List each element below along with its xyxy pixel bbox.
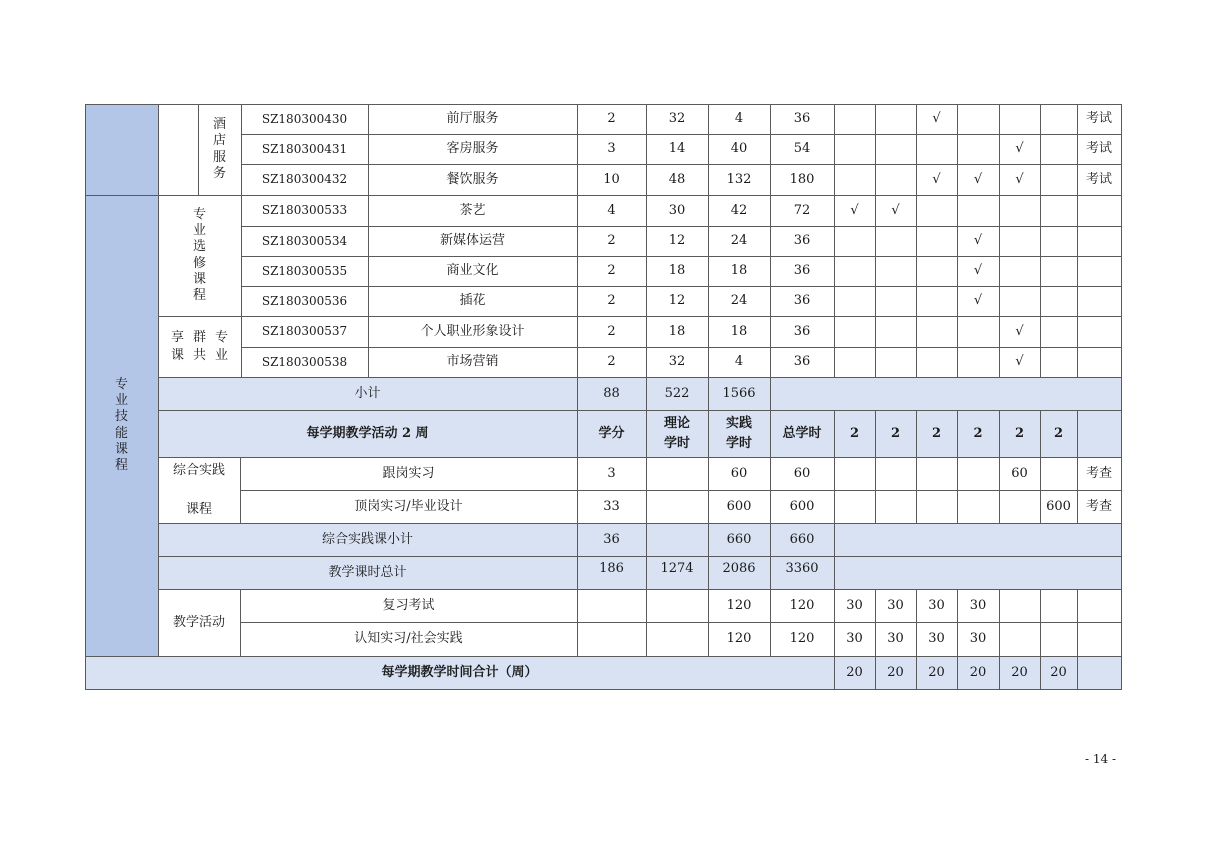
term-1-mark — [834, 286, 876, 317]
course-theory-hours: 48 — [646, 164, 709, 196]
activity-credit — [577, 622, 647, 657]
header-blank — [1077, 410, 1122, 458]
teaching-total-blank — [834, 556, 1122, 590]
course-theory-hours: 30 — [646, 195, 709, 227]
course-practice-hours: 132 — [708, 164, 771, 196]
practice-course-total: 60 — [770, 457, 835, 491]
weekly-term-2: 20 — [875, 656, 917, 690]
shared-course-char: 专 — [214, 329, 228, 345]
term-6-mark — [1040, 195, 1078, 227]
course-total-hours: 36 — [770, 256, 835, 287]
shared-course-text — [171, 330, 229, 363]
elective-label — [158, 195, 242, 317]
vertical-label: 专业选修课程 — [192, 206, 206, 303]
weekly-total-label: 每学期教学时间合计（周） — [85, 656, 835, 690]
term-3-mark — [916, 286, 958, 317]
header-term-3-weeks: 2 — [916, 410, 958, 458]
term-2-mark — [875, 134, 917, 165]
term-6-mark — [1040, 164, 1078, 196]
course-practice-hours: 4 — [708, 104, 771, 135]
practice-subtotal-credit: 36 — [577, 523, 647, 557]
practice-term-3 — [916, 457, 958, 491]
term-4-mark: √ — [957, 256, 1000, 287]
term-1-mark: √ — [834, 195, 876, 227]
term-3-mark — [916, 256, 958, 287]
term-1-mark — [834, 104, 876, 135]
course-name: 客房服务 — [368, 134, 578, 165]
assessment-type: 考试 — [1077, 164, 1122, 196]
term-2-mark — [875, 316, 917, 348]
activity-blank — [1077, 589, 1122, 623]
practice-course-credit: 3 — [577, 457, 647, 491]
course-total-hours: 36 — [770, 104, 835, 135]
course-credit: 2 — [577, 347, 647, 378]
term-1-mark — [834, 164, 876, 196]
term-3-mark: √ — [916, 164, 958, 196]
course-practice-hours: 40 — [708, 134, 771, 165]
weekly-term-3: 20 — [916, 656, 958, 690]
course-credit: 2 — [577, 286, 647, 317]
term-1-mark — [834, 134, 876, 165]
term-3-mark — [916, 134, 958, 165]
term-3-mark — [916, 226, 958, 257]
course-code: SZ180300431 — [241, 134, 369, 165]
term-5-mark — [999, 286, 1041, 317]
activity-term-2: 30 — [875, 622, 917, 657]
vertical-label: 专业技能课程 — [114, 376, 128, 473]
practice-course-group: 综合实践 课程 — [158, 457, 241, 524]
course-name: 前厅服务 — [368, 104, 578, 135]
course-theory-hours: 32 — [646, 104, 709, 135]
course-name: 餐饮服务 — [368, 164, 578, 196]
activity-term-6 — [1040, 589, 1078, 623]
course-code: SZ180300432 — [241, 164, 369, 196]
weekly-term-1: 20 — [834, 656, 876, 690]
term-6-mark — [1040, 104, 1078, 135]
practice-subtotal-theory — [646, 523, 709, 557]
activity-term-1: 30 — [834, 622, 876, 657]
course-code: SZ180300534 — [241, 226, 369, 257]
course-theory-hours: 12 — [646, 286, 709, 317]
course-code: SZ180300535 — [241, 256, 369, 287]
term-4-mark — [957, 195, 1000, 227]
term-2-mark — [875, 256, 917, 287]
activity-practice: 120 — [708, 589, 771, 623]
header-term-6-weeks: 2 — [1040, 410, 1078, 458]
term-4-mark — [957, 104, 1000, 135]
course-credit: 10 — [577, 164, 647, 196]
page-number: - 14 - — [1085, 752, 1117, 766]
practice-subtotal-blank — [834, 523, 1122, 557]
assessment-type — [1077, 347, 1122, 378]
practice-term-6 — [1040, 457, 1078, 491]
shared-course-char: 享 — [170, 329, 184, 345]
header-practice: 实践 学时 — [708, 410, 771, 458]
practice-term-5 — [999, 490, 1041, 524]
shared-course-char: 课 — [170, 347, 184, 363]
term-3-mark — [916, 347, 958, 378]
header-term-2-weeks: 2 — [875, 410, 917, 458]
term-1-mark — [834, 256, 876, 287]
blank-cell — [158, 104, 199, 196]
course-code: SZ180300536 — [241, 286, 369, 317]
term-2-mark — [875, 286, 917, 317]
assessment-type — [1077, 195, 1122, 227]
course-theory-hours: 18 — [646, 256, 709, 287]
term-6-mark — [1040, 134, 1078, 165]
term-5-mark — [999, 226, 1041, 257]
term-5-mark: √ — [999, 316, 1041, 348]
activity-term-2: 30 — [875, 589, 917, 623]
header-term-5-weeks: 2 — [999, 410, 1041, 458]
teaching-total-practice: 2086 — [708, 556, 771, 590]
term-5-mark — [999, 256, 1041, 287]
activity-theory — [646, 589, 709, 623]
practice-subtotal-total: 660 — [770, 523, 835, 557]
activity-term-5 — [999, 589, 1041, 623]
practice-term-1 — [834, 457, 876, 491]
teaching-total-hours: 3360 — [770, 556, 835, 590]
teaching-total-credit: 186 — [577, 556, 647, 590]
practice-course-total: 600 — [770, 490, 835, 524]
activity-blank — [1077, 622, 1122, 657]
course-credit: 4 — [577, 195, 647, 227]
activity-term-1: 30 — [834, 589, 876, 623]
activity-term-3: 30 — [916, 622, 958, 657]
assessment-type: 考试 — [1077, 104, 1122, 135]
activity-term-6 — [1040, 622, 1078, 657]
practice-subtotal-label: 综合实践课小计 — [158, 523, 578, 557]
activity-practice: 120 — [708, 622, 771, 657]
shared-course-label — [158, 316, 242, 378]
term-6-mark — [1040, 316, 1078, 348]
assessment-type — [1077, 226, 1122, 257]
term-5-mark — [999, 195, 1041, 227]
practice-course-theory — [646, 490, 709, 524]
course-total-hours: 36 — [770, 316, 835, 348]
practice-term-6: 600 — [1040, 490, 1078, 524]
activity-term-3: 30 — [916, 589, 958, 623]
header-total: 总学时 — [770, 410, 835, 458]
term-2-mark — [875, 164, 917, 196]
course-name: 新媒体运营 — [368, 226, 578, 257]
term-2-mark: √ — [875, 195, 917, 227]
activity-name: 复习考试 — [240, 589, 578, 623]
activities-group: 教学活动 — [158, 589, 241, 657]
header-credit: 学分 — [577, 410, 647, 458]
practice-term-2 — [875, 457, 917, 491]
subtotal-theory: 522 — [646, 377, 709, 411]
term-4-mark — [957, 134, 1000, 165]
practice-assessment: 考查 — [1077, 490, 1122, 524]
practice-assessment: 考查 — [1077, 457, 1122, 491]
practice-course-name: 顶岗实习/毕业设计 — [240, 490, 578, 524]
practice-course-name: 跟岗实习 — [240, 457, 578, 491]
course-code: SZ180300533 — [241, 195, 369, 227]
subtotal-blank — [770, 377, 1122, 411]
course-code: SZ180300537 — [241, 316, 369, 348]
activity-credit — [577, 589, 647, 623]
course-credit: 3 — [577, 134, 647, 165]
practice-term-3 — [916, 490, 958, 524]
curriculum-table — [85, 104, 1121, 689]
course-practice-hours: 42 — [708, 195, 771, 227]
term-6-mark — [1040, 226, 1078, 257]
practice-course-practice: 60 — [708, 457, 771, 491]
header-term-4-weeks: 2 — [957, 410, 1000, 458]
course-name: 茶艺 — [368, 195, 578, 227]
practice-term-1 — [834, 490, 876, 524]
term-1-mark — [834, 316, 876, 348]
term-4-mark — [957, 316, 1000, 348]
header-theory: 理论 学时 — [646, 410, 709, 458]
term-5-mark: √ — [999, 347, 1041, 378]
practice-course-theory — [646, 457, 709, 491]
activity-term-5 — [999, 622, 1041, 657]
term-1-mark — [834, 226, 876, 257]
activity-term-4: 30 — [957, 589, 1000, 623]
assessment-type — [1077, 256, 1122, 287]
term-4-mark — [957, 347, 1000, 378]
course-credit: 2 — [577, 104, 647, 135]
practice-subtotal-practice: 660 — [708, 523, 771, 557]
term-5-mark: √ — [999, 134, 1041, 165]
course-total-hours: 36 — [770, 286, 835, 317]
category-cell-top — [85, 104, 159, 196]
practice-course-credit: 33 — [577, 490, 647, 524]
course-theory-hours: 12 — [646, 226, 709, 257]
term-3-mark — [916, 195, 958, 227]
subtotal-practice: 1566 — [708, 377, 771, 411]
term-2-mark — [875, 226, 917, 257]
course-name: 商业文化 — [368, 256, 578, 287]
term-2-mark — [875, 104, 917, 135]
course-total-hours: 72 — [770, 195, 835, 227]
course-credit: 2 — [577, 226, 647, 257]
assessment-type: 考试 — [1077, 134, 1122, 165]
assessment-type — [1077, 316, 1122, 348]
term-3-mark: √ — [916, 104, 958, 135]
course-theory-hours: 18 — [646, 316, 709, 348]
activity-header-label: 每学期教学活动 2 周 — [158, 410, 578, 458]
shared-course-char: 业 — [214, 347, 228, 363]
term-3-mark — [916, 316, 958, 348]
practice-term-4 — [957, 490, 1000, 524]
term-6-mark — [1040, 286, 1078, 317]
course-practice-hours: 18 — [708, 256, 771, 287]
practice-term-2 — [875, 490, 917, 524]
course-credit: 2 — [577, 316, 647, 348]
course-name: 个人职业形象设计 — [368, 316, 578, 348]
course-total-hours: 54 — [770, 134, 835, 165]
activity-total: 120 — [770, 589, 835, 623]
course-practice-hours: 24 — [708, 286, 771, 317]
shared-course-char: 群 — [192, 329, 206, 345]
course-credit: 2 — [577, 256, 647, 287]
course-theory-hours: 32 — [646, 347, 709, 378]
weekly-total-blank — [1077, 656, 1122, 690]
course-name: 插花 — [368, 286, 578, 317]
course-total-hours: 36 — [770, 226, 835, 257]
practice-course-practice: 600 — [708, 490, 771, 524]
term-2-mark — [875, 347, 917, 378]
practice-term-4 — [957, 457, 1000, 491]
course-code: SZ180300430 — [241, 104, 369, 135]
course-total-hours: 180 — [770, 164, 835, 196]
term-1-mark — [834, 347, 876, 378]
header-term-1-weeks: 2 — [834, 410, 876, 458]
weekly-term-5: 20 — [999, 656, 1041, 690]
teaching-total-label: 教学课时总计 — [158, 556, 578, 590]
assessment-type — [1077, 286, 1122, 317]
course-practice-hours: 4 — [708, 347, 771, 378]
activity-theory — [646, 622, 709, 657]
term-5-mark: √ — [999, 164, 1041, 196]
term-4-mark: √ — [957, 226, 1000, 257]
category-cell-main — [85, 195, 159, 657]
subtotal-label: 小计 — [158, 377, 578, 411]
practice-term-5: 60 — [999, 457, 1041, 491]
teaching-total-theory: 1274 — [646, 556, 709, 590]
vertical-label: 酒店服务 — [212, 117, 226, 181]
term-6-mark — [1040, 256, 1078, 287]
activity-total: 120 — [770, 622, 835, 657]
course-practice-hours: 24 — [708, 226, 771, 257]
activity-name: 认知实习/社会实践 — [240, 622, 578, 657]
term-4-mark: √ — [957, 286, 1000, 317]
course-name: 市场营销 — [368, 347, 578, 378]
weekly-term-6: 20 — [1040, 656, 1078, 690]
activity-term-4: 30 — [957, 622, 1000, 657]
weekly-term-4: 20 — [957, 656, 1000, 690]
course-practice-hours: 18 — [708, 316, 771, 348]
term-6-mark — [1040, 347, 1078, 378]
hotel-service-label — [198, 104, 242, 196]
course-total-hours: 36 — [770, 347, 835, 378]
shared-course-char: 共 — [192, 347, 206, 363]
term-4-mark: √ — [957, 164, 1000, 196]
course-code: SZ180300538 — [241, 347, 369, 378]
term-5-mark — [999, 104, 1041, 135]
subtotal-credit: 88 — [577, 377, 647, 411]
course-theory-hours: 14 — [646, 134, 709, 165]
